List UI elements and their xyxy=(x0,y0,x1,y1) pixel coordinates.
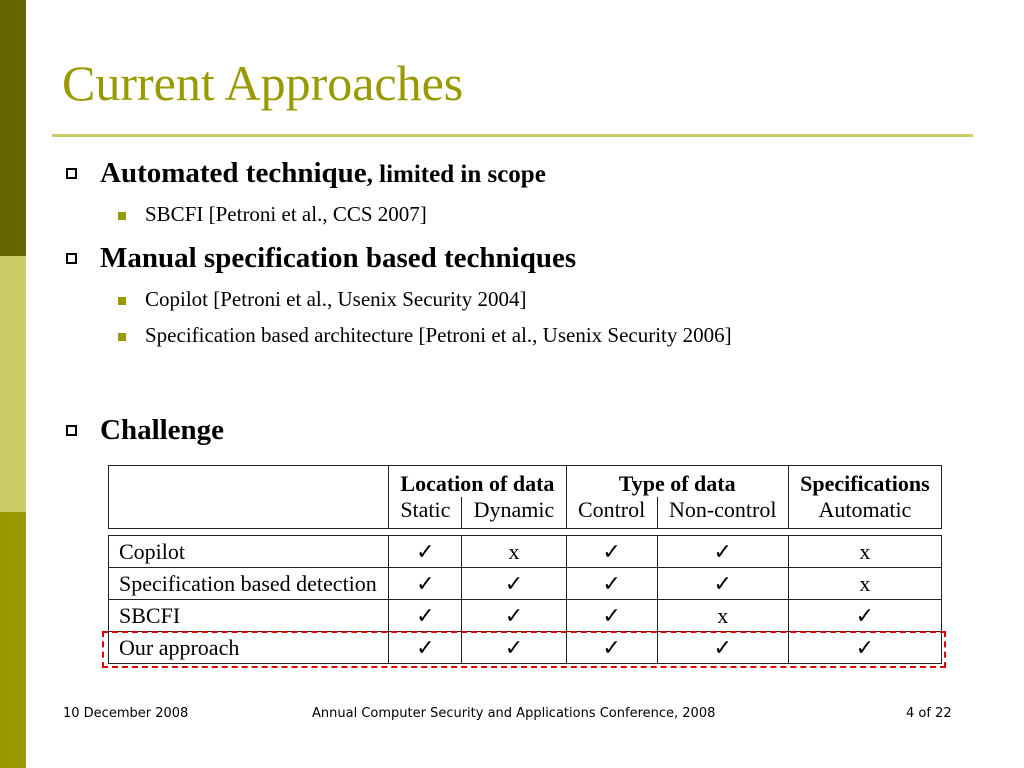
sub-bullet-copilot: Copilot [Petroni et al., Usenix Security 2004] xyxy=(145,287,527,311)
table-row xyxy=(109,600,942,632)
row-label: Specification based detection xyxy=(109,568,389,600)
table-cell: ✓ xyxy=(462,568,566,600)
header-type-of-data: Type of data xyxy=(566,466,788,498)
header-static: Static xyxy=(389,497,462,529)
hollow-square-bullet-icon xyxy=(66,253,77,264)
table-cell: x xyxy=(788,568,941,600)
bullet-automated-technique xyxy=(100,159,546,188)
table-cell: ✓ xyxy=(462,632,566,664)
table-cell: ✓ xyxy=(566,632,657,664)
filled-square-bullet-icon xyxy=(118,333,126,341)
table-row xyxy=(109,632,942,664)
header-dynamic: Dynamic xyxy=(462,497,566,529)
footer-conference: Annual Computer Security and Applications Conference, 2008 xyxy=(312,706,716,721)
row-label: Our approach xyxy=(109,632,389,664)
header-non-control: Non-control xyxy=(657,497,788,529)
table-cell: ✓ xyxy=(657,536,788,568)
header-automatic: Automatic xyxy=(788,497,941,529)
table-cell: ✓ xyxy=(657,632,788,664)
footer-page-number: 4 of 22 xyxy=(906,706,952,721)
comparison-table xyxy=(108,465,942,664)
table-cell: ✓ xyxy=(462,600,566,632)
header-specifications: Specifications xyxy=(788,466,941,498)
bullet-manual-specification: Manual specification based techniques xyxy=(100,242,577,274)
header-location-of-data: Location of data xyxy=(389,466,566,498)
table-cell: x xyxy=(788,536,941,568)
filled-square-bullet-icon xyxy=(118,212,126,220)
table-cell: ✓ xyxy=(566,568,657,600)
bullet-bold-text: Automated technique xyxy=(100,157,367,189)
table-cell: ✓ xyxy=(788,632,941,664)
left-accent-bar xyxy=(0,0,26,768)
table-cell: ✓ xyxy=(657,568,788,600)
table-cell: ✓ xyxy=(566,600,657,632)
row-label: SBCFI xyxy=(109,600,389,632)
hollow-square-bullet-icon xyxy=(66,425,77,436)
bullet-challenge: Challenge xyxy=(100,414,225,446)
table-cell: ✓ xyxy=(389,632,462,664)
sub-bullet-sbcfi: SBCFI [Petroni et al., CCS 2007] xyxy=(145,202,427,226)
table-corner-cell xyxy=(109,466,389,529)
table-cell: ✓ xyxy=(566,536,657,568)
accent-bar-segment-top xyxy=(0,0,26,256)
accent-bar-segment-middle xyxy=(0,256,26,512)
table-cell: ✓ xyxy=(788,600,941,632)
sub-bullet-spec-architecture: Specification based architecture [Petroni et al., Usenix Security 2006] xyxy=(145,323,732,347)
table-cell: ✓ xyxy=(389,568,462,600)
accent-bar-segment-bottom xyxy=(0,512,26,768)
header-control: Control xyxy=(566,497,657,529)
filled-square-bullet-icon xyxy=(118,297,126,305)
table-cell: ✓ xyxy=(389,600,462,632)
table-row xyxy=(109,568,942,600)
table-row xyxy=(109,536,942,568)
table-header-row-groups xyxy=(109,466,942,498)
table-spacer xyxy=(109,529,942,536)
table-cell: x xyxy=(462,536,566,568)
row-label: Copilot xyxy=(109,536,389,568)
bullet-rest-text: , limited in scope xyxy=(366,161,546,188)
title-divider xyxy=(52,134,973,137)
table-cell: ✓ xyxy=(389,536,462,568)
slide-title: Current Approaches xyxy=(62,55,464,111)
hollow-square-bullet-icon xyxy=(66,168,77,179)
footer-date: 10 December 2008 xyxy=(63,706,189,721)
table-cell: x xyxy=(657,600,788,632)
